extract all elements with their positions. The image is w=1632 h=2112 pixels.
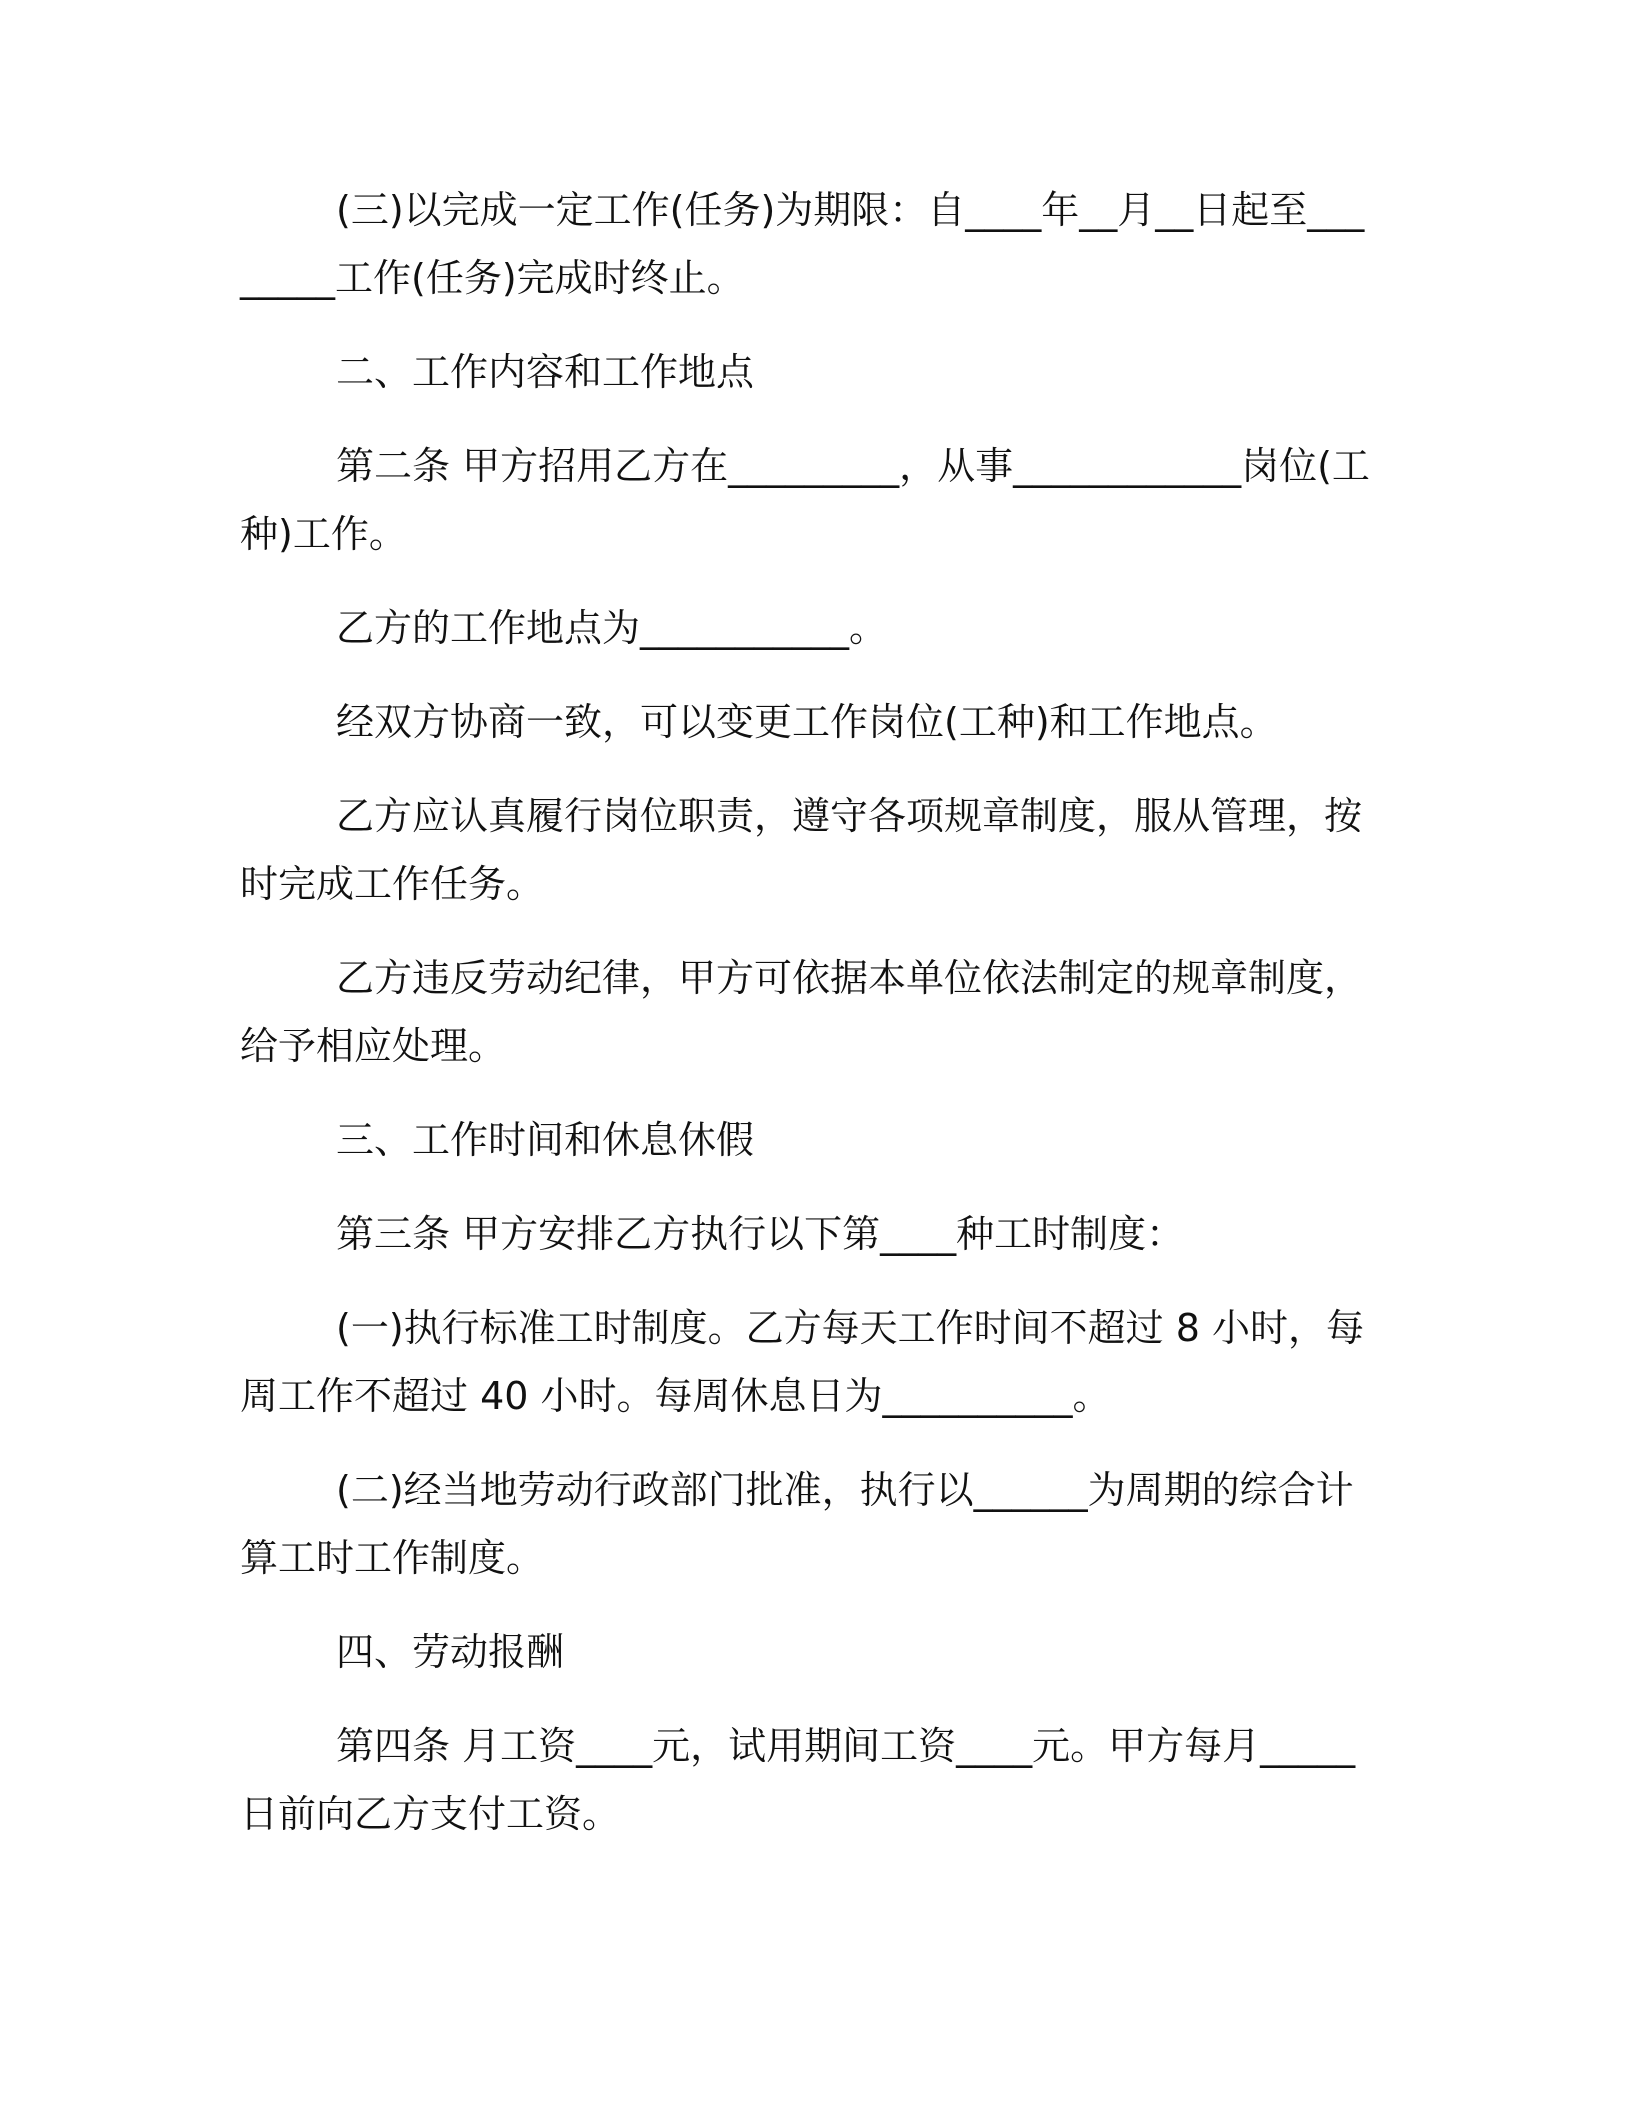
paragraph-comprehensive-hours: (二)经当地劳动行政部门批准，执行以______为周期的综合计算工时工作制度。 — [240, 1468, 1354, 1580]
section-heading-work-hours: 三、工作时间和休息休假 — [336, 1118, 755, 1162]
paragraph-work-location: 乙方的工作地点为___________。 — [336, 606, 888, 650]
paragraph-article-3: 第三条 甲方安排乙方执行以下第____种工时制度： — [336, 1212, 1185, 1256]
paragraph-fixed-term-task: (三)以完成一定工作(任务)为期限：自____年__月__日起至________工作(任务)完成时终止。 — [240, 188, 1365, 300]
paragraph-article-2: 第二条 甲方招用乙方在_________，从事____________岗位(工种)工作。 — [240, 444, 1370, 556]
paragraph-standard-hours: (一)执行标准工时制度。乙方每天工作时间不超过 8 小时，每周工作不超过 40 小时。每周休息日为__________。 — [240, 1306, 1364, 1418]
paragraph-duties: 乙方应认真履行岗位职责，遵守各项规章制度，服从管理，按时完成工作任务。 — [240, 794, 1363, 906]
paragraph-article-4: 第四条 月工资____元，试用期间工资____元。甲方每月_____日前向乙方支付工资。 — [240, 1724, 1356, 1836]
paragraph-change-by-agreement: 经双方协商一致，可以变更工作岗位(工种)和工作地点。 — [336, 700, 1278, 744]
document-body — [240, 176, 1380, 1874]
paragraph-discipline: 乙方违反劳动纪律，甲方可依据本单位依法制定的规章制度，给予相应处理。 — [240, 956, 1363, 1068]
section-heading-remuneration: 四、劳动报酬 — [336, 1630, 565, 1674]
section-heading-work-content: 二、工作内容和工作地点 — [336, 350, 755, 394]
